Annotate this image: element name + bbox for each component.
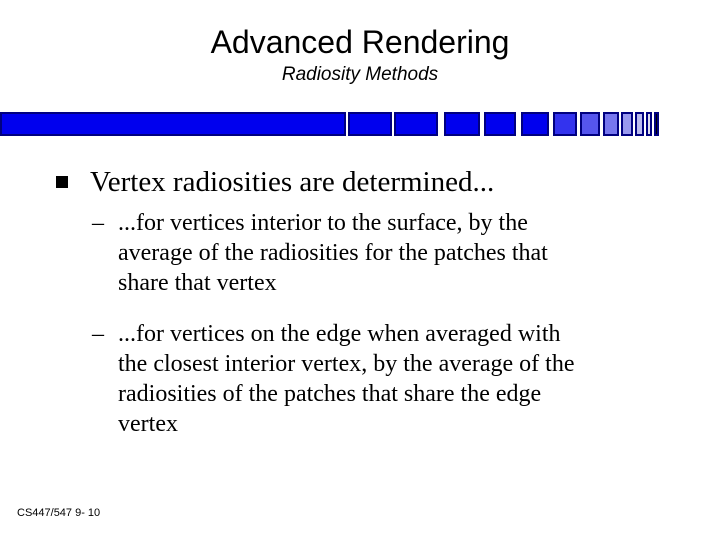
dash-marker: – [92, 210, 104, 236]
dash-marker: – [92, 321, 104, 347]
square-bullet-icon [56, 176, 68, 188]
slide-title: Advanced Rendering [210, 24, 510, 60]
slide-subtitle: Radiosity Methods [281, 64, 439, 85]
sub-bullet-1 [92, 208, 692, 298]
decorative-blue-bar [0, 110, 720, 138]
slide-footer: CS447/547 9- 10 [17, 507, 101, 519]
sub-bullet-2 [92, 319, 692, 439]
sub-bullet-2-text: ...for vertices on the edge when averaged with the closest interior vertex, by the average of the radiosities of the patches that share the edge vertex [118, 321, 575, 437]
main-bullet-text: Vertex radiosities are determined... [90, 166, 495, 198]
sub-bullet-1-text: ...for vertices interior to the surface, by the average of the radiosities for the patches that share that vertex [118, 210, 548, 296]
